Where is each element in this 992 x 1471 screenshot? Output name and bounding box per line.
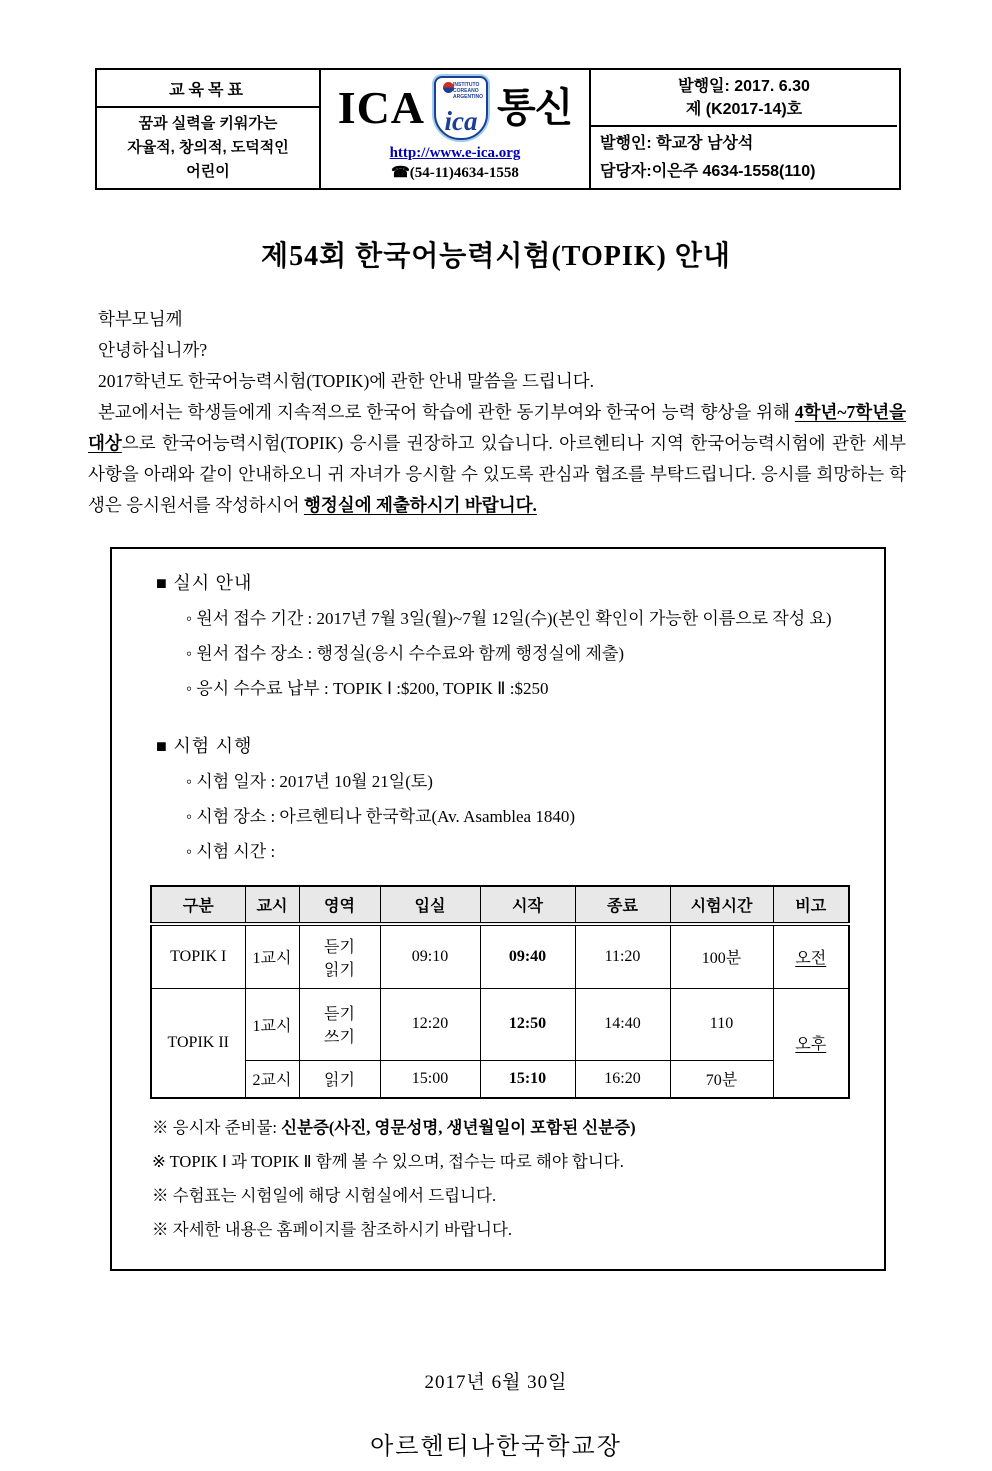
note-item xyxy=(152,1111,874,1145)
notes-list xyxy=(152,1111,874,1247)
table-cell: 1교시 xyxy=(245,988,299,1060)
table-header-cell: 종료 xyxy=(575,886,670,924)
table-cell: 15:00 xyxy=(380,1060,480,1098)
document-date: 2017년 6월 30일 xyxy=(424,1372,568,1393)
greeting-line: 안녕하십니까? xyxy=(98,340,208,360)
table-cell: 15:10 xyxy=(480,1060,575,1098)
table-cell: 16:20 xyxy=(575,1060,670,1098)
paragraph-segment: 본교에서는 학생들에게 지속적으로 한국어 학습에 관한 동기부여와 한국어 능력 향상을 위해 xyxy=(98,402,795,422)
motto-line: 어린이 xyxy=(186,163,230,180)
exam-items xyxy=(186,764,874,869)
note-item: ※ TOPIK Ⅰ 과 TOPIK Ⅱ 함께 볼 수 있으며, 접수는 따로 해야 합니다. xyxy=(152,1152,624,1171)
list-item: ◦ 응시 수수료 납부 : TOPIK Ⅰ :$200, TOPIK Ⅱ :$250 xyxy=(186,679,549,698)
school-phone: ☎(54-11)4634-1558 xyxy=(391,165,519,181)
registration-items xyxy=(186,601,874,706)
crest-ica-text: ica xyxy=(444,106,478,136)
greeting-line: 학부모님께 xyxy=(98,309,183,329)
table-row xyxy=(151,988,849,1060)
school-website-link[interactable]: http://www.e-ica.org xyxy=(389,145,521,161)
main-paragraph xyxy=(88,397,906,521)
table-cell: 70분 xyxy=(670,1060,773,1098)
brand-ica-text: ICA xyxy=(337,82,426,133)
table-cell xyxy=(299,924,380,988)
table-cell: TOPIK II xyxy=(151,988,245,1098)
table-header-cell: 시험시간 xyxy=(670,886,773,924)
issue-number: 제 (K2017-14)호 xyxy=(685,101,803,118)
table-row xyxy=(151,924,849,988)
issue-date: 발행일: 2017. 6.30 xyxy=(678,78,810,95)
list-item: ◦ 시험 일자 : 2017년 10월 21일(토) xyxy=(186,772,433,791)
table-cell: 1교시 xyxy=(245,924,299,988)
table-cell: 110 xyxy=(670,988,773,1060)
issue-info xyxy=(591,70,897,127)
table-cell xyxy=(299,988,380,1060)
paragraph-segment: 으로 한국어능력시험(TOPIK) 응시를 권장하고 있습니다. 아르헨티나 지역 한국어능력시험에 관한 세부 사항을 아래와 같이 안내하오니 귀 자녀가 응시할 수 있도록 관심과 협조를 부탁드립니다. 응시를 희망하는 학생은 응시원서를 작성하시어 xyxy=(88,433,906,515)
brand-tongsin-text: 통신 xyxy=(497,86,573,130)
contact-person: 담당자:이은주 4634-1558(110) xyxy=(600,162,816,180)
table-cell: 14:40 xyxy=(575,988,670,1060)
masthead xyxy=(95,68,901,190)
table-cell: 12:50 xyxy=(480,988,575,1060)
area-line: 듣기 xyxy=(324,938,355,956)
section-heading-exam: ■ 시험 시행 xyxy=(156,736,253,756)
section-heading-registration: ■ 실시 안내 xyxy=(156,573,253,593)
crest-org-text: INSTITUTO COREANO ARGENTINO xyxy=(453,82,484,100)
note-emphasis: 신분증(사진, 영문성명, 생년월일이 포함된 신분증) xyxy=(281,1118,636,1137)
table-cell: 11:20 xyxy=(575,924,670,988)
table-header-cell: 교시 xyxy=(245,886,299,924)
motto-line: 자율적, 창의적, 도덕적인 xyxy=(127,139,289,156)
note-text: ※ 응시자 준비물: xyxy=(152,1118,282,1137)
list-item: ◦ 원서 접수 장소 : 행정실(응시 수수료와 함께 행정실에 제출) xyxy=(186,644,625,663)
info-box xyxy=(110,547,886,1271)
table-cell: 12:20 xyxy=(380,988,480,1060)
table-row xyxy=(151,1060,849,1098)
motto-line: 꿈과 실력을 키워가는 xyxy=(138,115,278,132)
publisher-info xyxy=(591,127,897,188)
masthead-issue-cell xyxy=(591,70,897,188)
table-cell: 100분 xyxy=(670,924,773,988)
school-motto xyxy=(97,108,319,188)
table-cell: 2교시 xyxy=(245,1060,299,1098)
table-header-cell: 구분 xyxy=(151,886,245,924)
table-cell: TOPIK I xyxy=(151,924,245,988)
exam-schedule-table xyxy=(150,885,850,1099)
intro-line: 2017학년도 한국어능력시험(TOPIK)에 관한 안내 말씀을 드립니다. xyxy=(98,371,595,391)
note-item: ※ 수험표는 시험일에 해당 시험실에서 드립니다. xyxy=(152,1186,497,1205)
brand-row xyxy=(321,76,589,140)
table-cell: 09:10 xyxy=(380,924,480,988)
masthead-goal-cell xyxy=(97,70,321,188)
area-line: 읽기 xyxy=(324,961,355,979)
publisher: 발행인: 학교장 남상석 xyxy=(600,134,754,152)
target-grades-emphasis: 4학년~7학년을 대상 xyxy=(88,402,906,453)
table-cell: 오후 xyxy=(773,988,849,1098)
signature: 아르헨티나한국학교장 xyxy=(370,1434,622,1460)
body-text xyxy=(88,304,906,521)
list-item: ◦ 시험 시간 : xyxy=(186,842,276,861)
education-goal-label: 교육목표 xyxy=(97,70,319,108)
table-header-cell: 시작 xyxy=(480,886,575,924)
note-item: ※ 자세한 내용은 홈페이지를 참조하시기 바랍니다. xyxy=(152,1220,513,1239)
submit-office-emphasis: 행정실에 제출하시기 바랍니다. xyxy=(303,495,537,515)
page-title: 제54회 한국어능력시험(TOPIK) 안내 xyxy=(261,241,731,272)
area-line: 쓰기 xyxy=(324,1029,355,1046)
table-cell: 읽기 xyxy=(299,1060,380,1098)
table-cell: 오전 xyxy=(773,924,849,988)
masthead-brand-cell xyxy=(321,70,591,188)
table-cell: 09:40 xyxy=(480,924,575,988)
table-header-row xyxy=(151,886,849,924)
list-item: ◦ 원서 접수 기간 : 2017년 7월 3일(월)~7월 12일(수)(본인 확인이 가능한 이름으로 작성 요) xyxy=(186,609,832,628)
table-header-cell: 입실 xyxy=(380,886,480,924)
table-header-cell: 비고 xyxy=(773,886,849,924)
area-line: 듣기 xyxy=(324,1006,355,1023)
table-header-cell: 영역 xyxy=(299,886,380,924)
list-item: ◦ 시험 장소 : 아르헨티나 한국학교(Av. Asamblea 1840) xyxy=(186,807,576,826)
ica-crest-logo xyxy=(434,76,488,140)
